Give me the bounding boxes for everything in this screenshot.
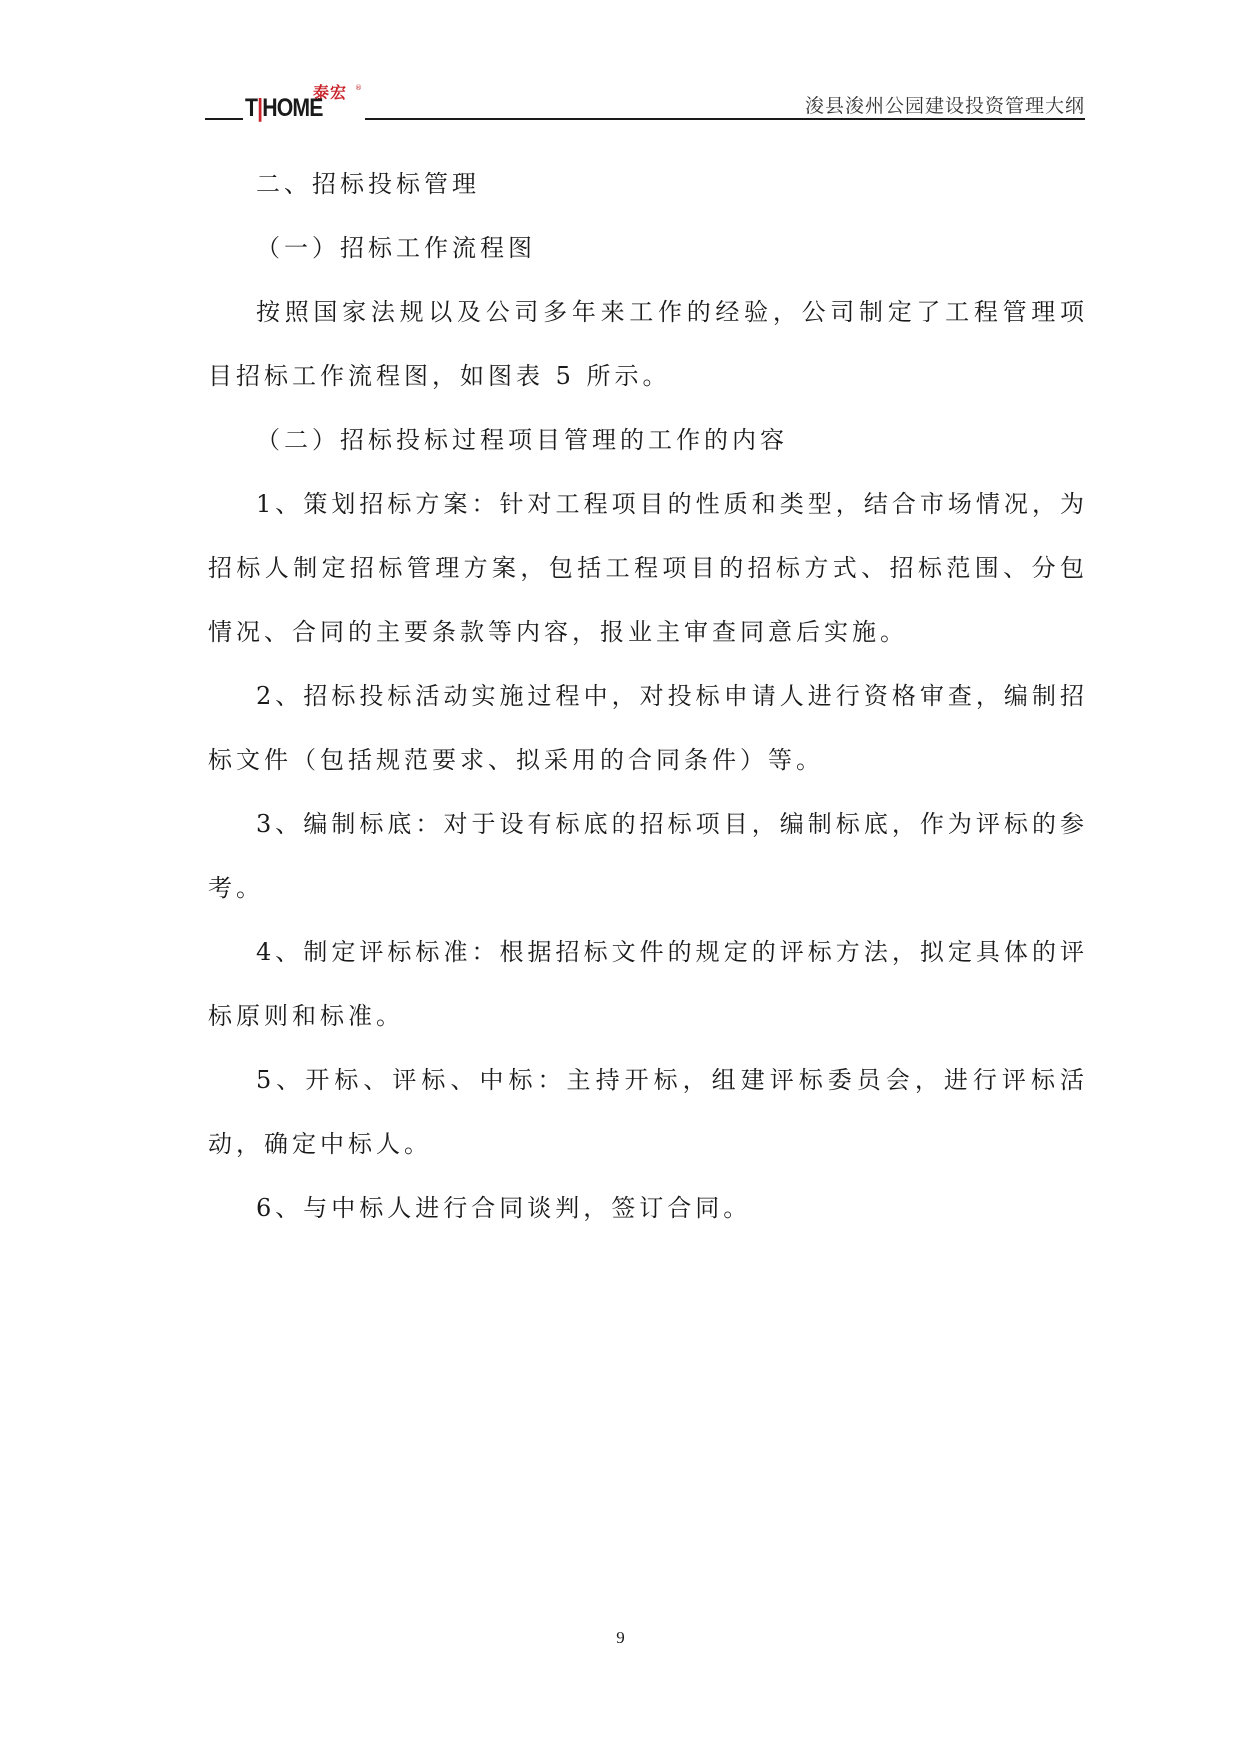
page-number: 9	[616, 1628, 625, 1647]
header-rule-right	[365, 118, 1085, 120]
logo-red-bar: |	[257, 94, 263, 122]
list-item-1: 1、策划招标方案：针对工程项目的性质和类型，结合市场情况，为招标人制定招标管理方案，包括工程项目的招标方式、招标范围、分包情况、合同的主要条款等内容，报业主审查同意后实施。	[208, 490, 1088, 646]
list-item-2: 2、招标投标活动实施过程中，对投标申请人进行资格审查，编制招标文件（包括规范要求、拟采用的合同条件）等。	[208, 682, 1088, 774]
list-item-4: 4、制定评标标准：根据招标文件的规定的评标方法，拟定具体的评标原则和标准。	[208, 938, 1088, 1030]
logo-letter-t: T	[245, 94, 258, 122]
page-body	[208, 152, 1088, 1240]
list-item-3: 3、编制标底：对于设有标底的招标项目，编制标底，作为评标的参考。	[208, 810, 1088, 902]
section-heading: 二、招标投标管理	[256, 170, 480, 198]
logo-chinese-text: 泰宏	[313, 83, 348, 102]
page-header	[205, 82, 1085, 122]
company-logo	[245, 82, 365, 122]
logo-english-text	[245, 94, 323, 122]
logo-registered-mark: ®	[355, 84, 362, 92]
list-item-6: 6、与中标人进行合同谈判，签订合同。	[256, 1194, 752, 1222]
subsection-heading-1: （一）招标工作流程图	[256, 234, 536, 262]
logo-letters-home: HOME	[262, 94, 323, 122]
document-title: 浚县浚州公园建设投资管理大纲	[804, 95, 1085, 117]
list-item-5: 5、开标、评标、中标：主持开标，组建评标委员会，进行评标活动，确定中标人。	[208, 1066, 1088, 1158]
body-paragraph: 按照国家法规以及公司多年来工作的经验，公司制定了工程管理项目招标工作流程图，如图表 5 所示。	[208, 298, 1088, 390]
subsection-heading-2: （二）招标投标过程项目管理的工作的内容	[256, 426, 788, 454]
header-rule-left	[205, 118, 243, 120]
